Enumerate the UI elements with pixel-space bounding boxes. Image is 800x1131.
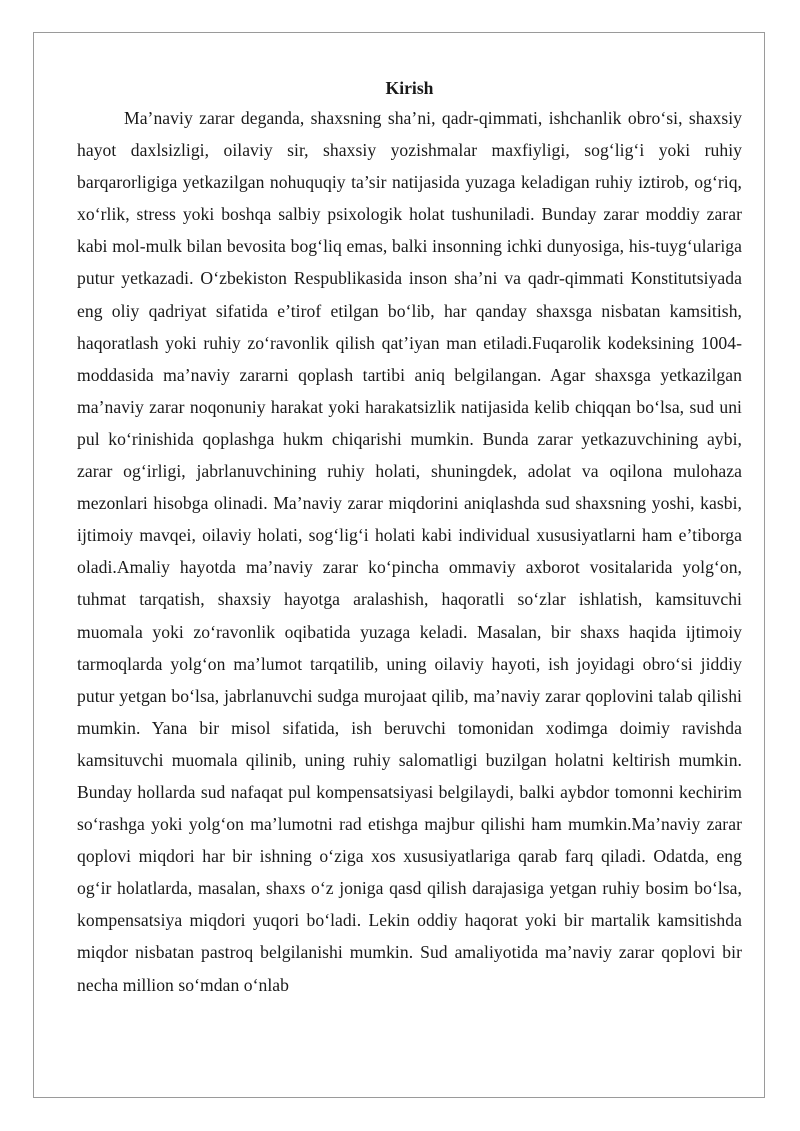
document-body — [77, 74, 742, 1001]
document-title: Kirish — [385, 78, 434, 98]
body-paragraph: Ma’naviy zarar deganda, shaxsning sha’ni, qadr-qimmati, ishchanlik obro‘si, shaxsiy hayot daxlsizligi, oilaviy sir, shaxsiy yozishmalar maxfiyligi, sog‘lig‘i yoki ruhiy barqarorligiga yetkazilgan nohuquqiy ta’sir natijasida yuzaga keladigan ruhiy iztirob, og‘riq, xo‘rlik, stress yoki boshqa salbiy psixologik holat tushuniladi. Bunday zarar moddiy zarar kabi mol-mulk bilan bevosita bog‘liq emas, balki insonning ichki dunyosiga, his-tuyg‘ulariga putur yetkazadi. O‘zbekiston Respublikasida inson sha’ni va qadr-qimmati Konstitutsiyada eng oliy qadriyat sifatida e’tirof etilgan bo‘lib, har qanday shaxsga nisbatan kamsitish, haqoratlash yoki ruhiy zo‘ravonlik qilish qat’iyan man etiladi.Fuqarolik kodeksining 1004-moddasida ma’naviy zararni qoplash tartibi aniq belgilangan. Agar shaxsga yetkazilgan ma’naviy zarar noqonuniy harakat yoki harakatsizlik natijasida kelib chiqqan bo‘lsa, sud uni pul ko‘rinishida qoplashga hukm chiqarishi mumkin. Bunda zarar yetkazuvchining aybi, zarar og‘irligi, jabrlanuvchining ruhiy holati, shuningdek, adolat va oqilona mulohaza mezonlari hisobga olinadi. Ma’naviy zarar miqdorini aniqlashda sud shaxsning yoshi, kasbi, ijtimoiy mavqei, oilaviy holati, sog‘lig‘i holati kabi individual xususiyatlarni ham e’tiborga oladi.Amaliy hayotda ma’naviy zarar ko‘pincha ommaviy axborot vositalarida yolg‘on, tuhmat tarqatish, shaxsiy hayotga aralashish, haqoratli so‘zlar ishlatish, kamsituvchi muomala yoki zo‘ravonlik oqibatida yuzaga keladi. Masalan, bir shaxs haqida ijtimoiy tarmoqlarda yolg‘on ma’lumot tarqatilib, uning oilaviy hayoti, ish joyidagi obro‘si jiddiy putur yetgan bo‘lsa, jabrlanuvchi sudga murojaat qilib, ma’naviy zarar qoplovini talab qilishi mumkin. Yana bir misol sifatida, ish beruvchi tomonidan xodimga doimiy ravishda kamsituvchi muomala qilinib, uning ruhiy salomatligi buzilgan holatni keltirish mumkin. Bunday hollarda sud nafaqat pul kompensatsiyasi belgilaydi, balki aybdor tomonni kechirim so‘rashga yoki yolg‘on ma’lumotni rad etishga majbur qilishi ham mumkin.Ma’naviy zarar qoplovi miqdori har bir ishning o‘ziga xos xususiyatlariga qarab farq qiladi. Odatda, eng og‘ir holatlarda, masalan, shaxs o‘z joniga qasd qilish darajasiga yetgan ruhiy bosim bo‘lsa, kompensatsiya miqdori yuqori bo‘ladi. Lekin oddiy haqorat yoki bir martalik kamsitishda miqdor nisbatan pastroq belgilanishi mumkin. Sud amaliyotida ma’naviy zarar qoplovi bir necha million so‘mdan o‘nlab — [77, 108, 742, 995]
